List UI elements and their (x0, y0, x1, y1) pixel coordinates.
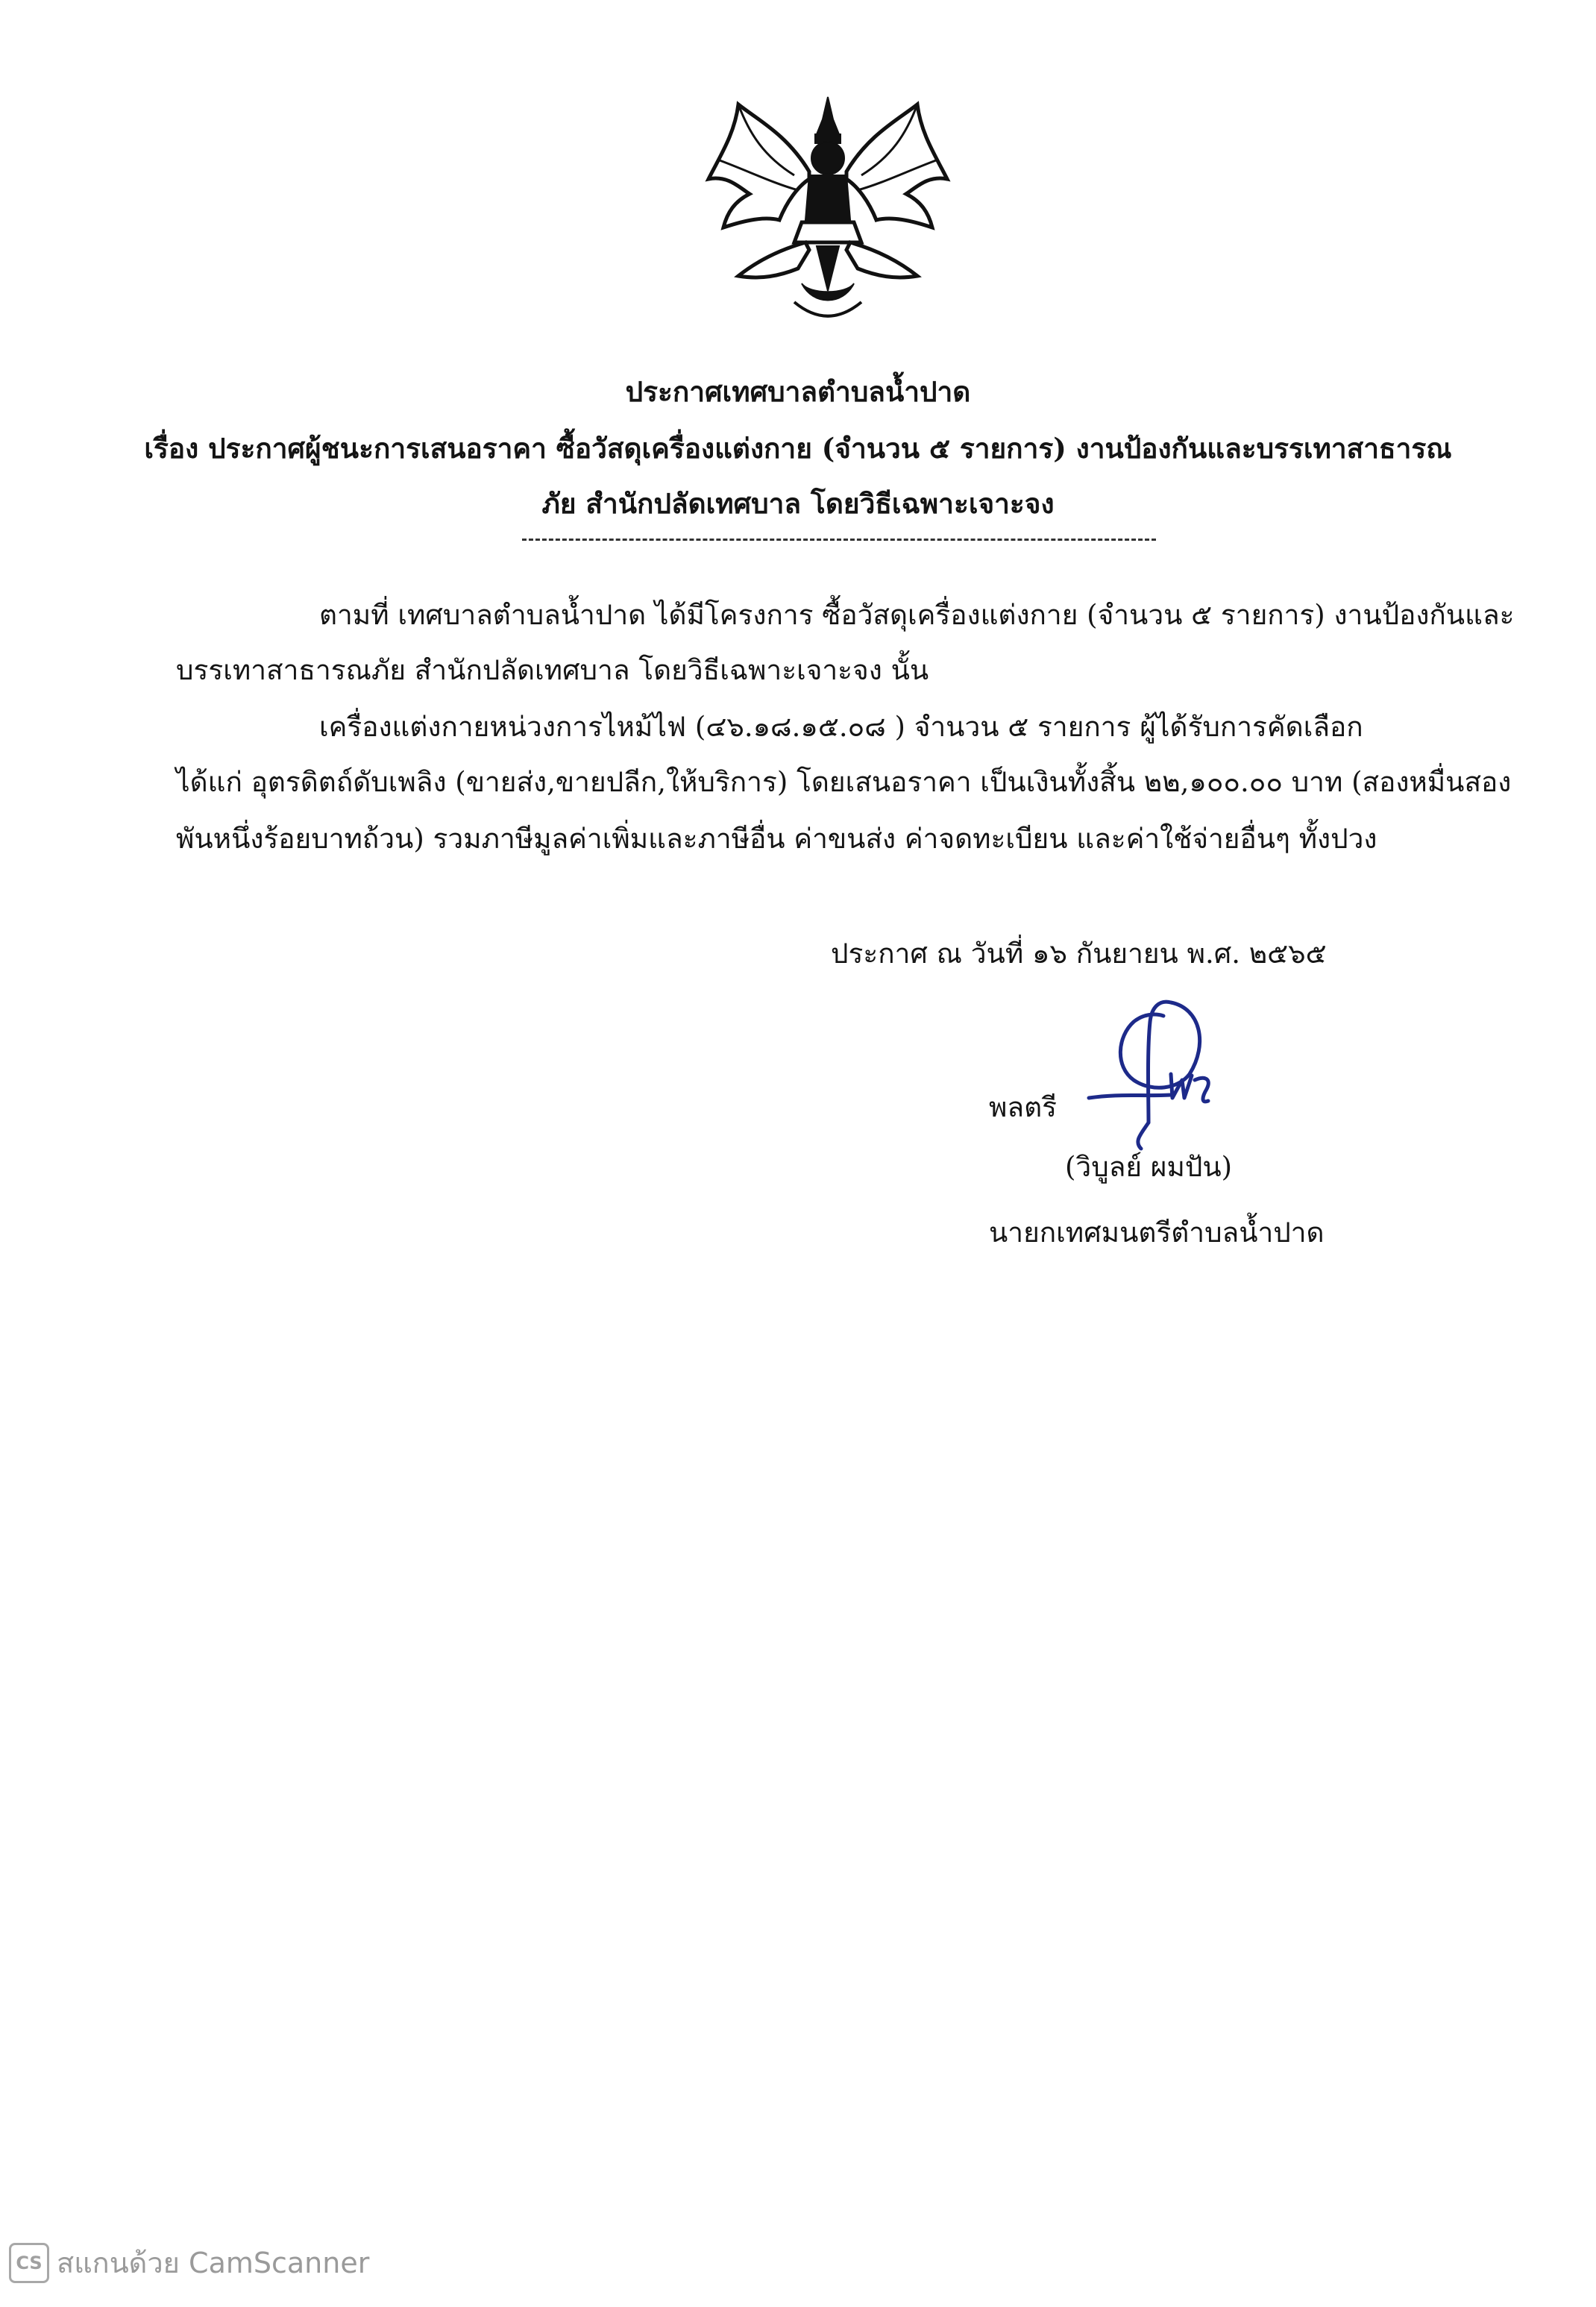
camscanner-logo-icon: CS (9, 2243, 49, 2283)
signer-title: นายกเทศมนตรีตำบลน้ำปาด (989, 1217, 1325, 1249)
signer-rank: พลตรี (989, 1091, 1057, 1123)
paragraph-2-line-2: ได้แก่ อุตรดิตถ์ดับเพลิง (ขายส่ง,ขายปลีก,ให้บริการ) โดยเสนอราคา เป็นเงินทั้งสิ้น ๒๒,๑๐๐.๐๐ บาท (สองหมื่นสอง (176, 766, 1512, 798)
garuda-emblem (705, 90, 951, 328)
paragraph-1-line-2: บรรเทาสาธารณภัย สำนักปลัดเทศบาล โดยวิธีเฉพาะเจาะจง นั้น (176, 654, 929, 686)
paragraph-1-line-1: ตามที่ เทศบาลตำบลน้ำปาด ได้มีโครงการ ซื้อวัสดุเครื่องแต่งกาย (จำนวน ๕ รายการ) งานป้องกันและ (319, 599, 1515, 631)
camscanner-watermark (9, 2240, 369, 2285)
subject-line-2: ภัย สำนักปลัดเทศบาล โดยวิธีเฉพาะเจาะจง (541, 487, 1055, 520)
announcement-date: ประกาศ ณ วันที่ ๑๖ กันยายน พ.ศ. ๒๕๖๕ (831, 938, 1327, 970)
paragraph-2-line-1: เครื่องแต่งกายหน่วงการไหม้ไฟ (๔๖.๑๘.๑๕.๐๘ ) จำนวน ๕ รายการ ผู้ได้รับการคัดเลือก (319, 711, 1363, 743)
signer-name: (วิบูลย์ ผมปัน) (1065, 1151, 1233, 1183)
paragraph-2-line-3: พันหนึ่งร้อยบาทถ้วน) รวมภาษีมูลค่าเพิ่มและภาษีอื่น ค่าขนส่ง ค่าจดทะเบียน และค่าใช้จ่ายอื่นๆ ทั้งปวง (176, 823, 1377, 855)
page-title: ประกาศเทศบาลตำบลน้ำปาด (625, 375, 971, 408)
divider (522, 539, 1156, 541)
subject-line-1: เรื่อง ประกาศผู้ชนะการเสนอราคา ซื้อวัสดุเครื่องแต่งกาย (จำนวน ๕ รายการ) งานป้องกันและบรรเทาสาธารณ (144, 432, 1452, 465)
camscanner-text: สแกนด้วย CamScanner (57, 2247, 370, 2279)
handwritten-signature (1059, 992, 1238, 1164)
